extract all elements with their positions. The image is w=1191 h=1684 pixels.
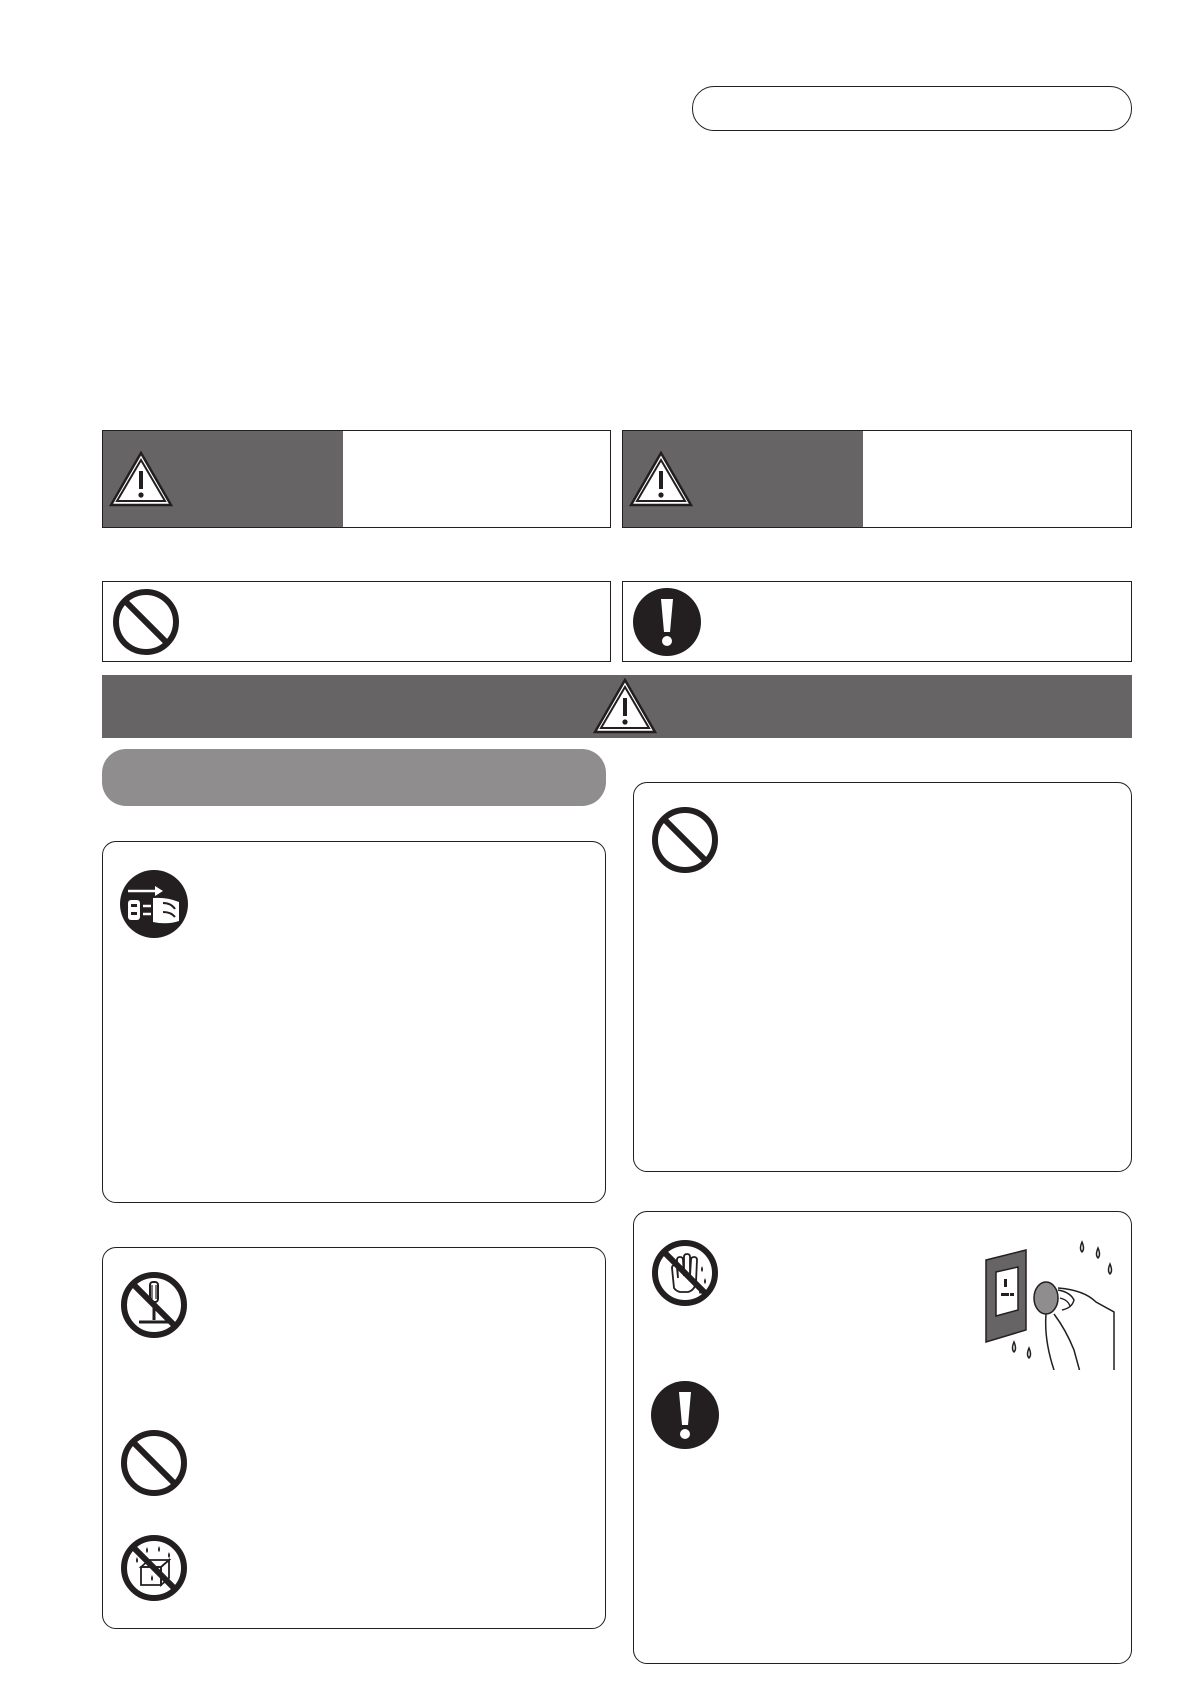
warning-triangle-icon <box>593 678 657 734</box>
no-water-icon <box>119 1533 189 1603</box>
warning-triangle-icon <box>109 451 173 507</box>
signal-word-label-area <box>103 431 343 527</box>
signal-word-box-caution <box>622 430 1132 528</box>
warning-triangle-icon <box>629 451 693 507</box>
mandatory-exclamation-icon <box>632 587 702 657</box>
no-wet-hands-icon <box>650 1238 720 1308</box>
signal-word-box-warning <box>102 430 611 528</box>
instruction-panel-right-2 <box>633 1211 1132 1664</box>
mandatory-exclamation-icon <box>650 1380 720 1450</box>
symbol-legend-prohibited <box>102 581 611 662</box>
instruction-panel-left-2 <box>102 1247 606 1629</box>
instruction-panel-right-1 <box>633 782 1132 1172</box>
wet-hand-plug-illustration <box>974 1230 1124 1370</box>
signal-word-label-area <box>623 431 863 527</box>
prohibited-icon <box>650 805 720 875</box>
title-pill <box>692 86 1132 131</box>
prohibited-icon <box>119 1428 189 1498</box>
symbol-legend-mandatory <box>622 581 1132 662</box>
no-disassembly-icon <box>119 1270 189 1340</box>
unplug-icon <box>119 869 189 939</box>
prohibited-icon <box>111 587 181 657</box>
category-pill <box>102 749 606 806</box>
instruction-panel-left-1 <box>102 841 606 1203</box>
safety-header-band <box>102 675 1132 738</box>
